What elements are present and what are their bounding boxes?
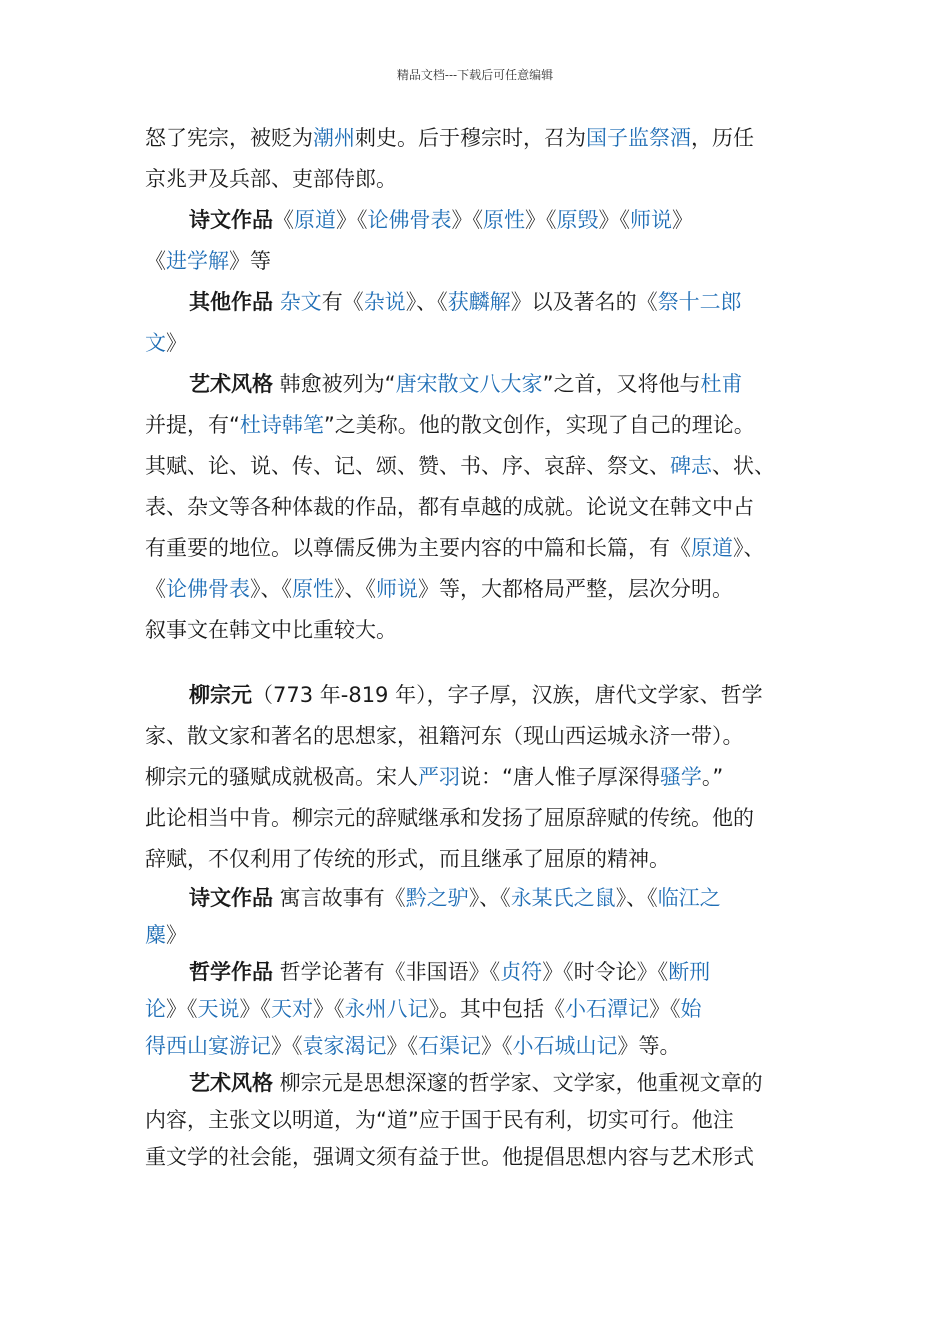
text-line <box>145 757 825 798</box>
text-run: 哲学论著有《非国语》《 <box>273 960 501 984</box>
text-line <box>145 880 825 917</box>
text-line <box>145 1028 825 1065</box>
hyperlink[interactable]: 贞符 <box>500 960 543 984</box>
text-line <box>145 200 825 241</box>
text-run: 》等 <box>229 249 271 273</box>
text-line <box>145 323 825 364</box>
text-run: 》《 <box>313 997 345 1021</box>
section-label: 艺术风格 <box>189 1071 273 1095</box>
hyperlink[interactable]: 严羽 <box>418 765 460 789</box>
text-run: ”之首，又将他与 <box>542 372 701 396</box>
text-run: 》《 <box>239 997 271 1021</box>
text-run: 》《 <box>336 208 368 232</box>
text-line <box>145 364 825 405</box>
hyperlink[interactable]: 袁家渴记 <box>302 1034 387 1058</box>
hyperlink[interactable]: 临江之 <box>657 886 721 910</box>
text-run: 》《 <box>481 1034 513 1058</box>
text-run: 内容，主张文以明道，为“道”应于国于民有利，切实可行。他注 <box>145 1108 734 1132</box>
hyperlink[interactable]: 杜甫 <box>700 372 743 396</box>
hyperlink[interactable]: 论 <box>145 997 166 1021</box>
hyperlink[interactable]: 唐宋散文八大家 <box>395 372 543 396</box>
text-run: 》《 <box>386 1034 418 1058</box>
hyperlink[interactable]: 始 <box>680 997 702 1021</box>
page-header: 精品文档---下载后可任意编辑 <box>396 68 554 82</box>
text-run: 《 <box>145 577 166 601</box>
hyperlink[interactable]: 文 <box>145 331 166 355</box>
text-run: 》 <box>166 923 187 947</box>
text-run: ，历任 <box>691 126 754 150</box>
text-run: 》、《 <box>334 577 376 601</box>
hyperlink[interactable]: 潮州 <box>313 126 355 150</box>
text-run: 表、杂文等各种体裁的作品，都有卓越的成就。论说文在韩文中占 <box>145 495 754 519</box>
hyperlink[interactable]: 杂文 <box>279 290 322 314</box>
hyperlink[interactable]: 原道 <box>691 536 733 560</box>
hyperlink[interactable]: 黔之驴 <box>405 886 469 910</box>
hyperlink[interactable]: 论佛骨表 <box>367 208 452 232</box>
section-label: 柳宗元 <box>189 683 252 707</box>
text-line <box>145 569 825 610</box>
hyperlink[interactable]: 论佛骨表 <box>166 577 250 601</box>
text-run: 》《 <box>166 997 198 1021</box>
text-run: 柳宗元的骚赋成就极高。宋人 <box>145 765 418 789</box>
hyperlink[interactable]: 小石城山记 <box>512 1034 618 1058</box>
text-run: 》、《 <box>615 886 658 910</box>
text-line <box>145 716 825 757</box>
text-line <box>145 1065 825 1102</box>
text-run: 》等，大都格局严整，层次分明。 <box>418 577 733 601</box>
section-label: 诗文作品 <box>189 886 273 910</box>
hyperlink[interactable]: 祭十二郎 <box>657 290 742 314</box>
text-run: 》。其中包括《 <box>428 997 565 1021</box>
text-run: 《 <box>273 208 294 232</box>
hyperlink[interactable]: 原性 <box>292 577 334 601</box>
text-run: 寓言故事有《 <box>273 886 406 910</box>
text-line <box>145 118 825 159</box>
text-run: 》、《 <box>250 577 292 601</box>
text-run: 》《时令论》《 <box>542 960 669 984</box>
hyperlink[interactable]: 进学解 <box>166 249 229 273</box>
text-line <box>145 1139 825 1176</box>
text-line <box>145 446 825 487</box>
text-line <box>145 917 825 954</box>
text-run: 》、《 <box>468 886 511 910</box>
hyperlink[interactable]: 国子监祭酒 <box>586 126 691 150</box>
text-run: 》等。 <box>617 1034 681 1058</box>
hyperlink[interactable]: 原性 <box>483 208 525 232</box>
document-body <box>145 118 825 1176</box>
hyperlink[interactable]: 杜诗韩笔 <box>239 413 324 437</box>
text-run: 》、《 <box>405 290 448 314</box>
text-run: 》 <box>166 331 187 355</box>
text-run: 此论相当中肯。柳宗元的辞赋继承和发扬了屈原辞赋的传统。他的 <box>145 806 754 830</box>
text-run: 》《 <box>451 208 483 232</box>
text-line <box>145 487 825 528</box>
text-run: （773 年-819 年），字子厚，汉族，唐代文学家、哲学 <box>252 683 763 707</box>
hyperlink[interactable]: 天说 <box>197 997 240 1021</box>
text-run: 辞赋，不仅利用了传统的形式，而且继承了屈原的精神。 <box>145 847 670 871</box>
text-run: 柳宗元是思想深邃的哲学家、文学家，他重视文章的 <box>273 1071 763 1095</box>
text-run: 并提，有“ <box>145 413 240 437</box>
text-line <box>145 798 825 839</box>
hyperlink[interactable]: 碑志 <box>670 454 712 478</box>
hyperlink[interactable]: 骚学 <box>659 765 702 789</box>
text-run: 》《 <box>271 1034 303 1058</box>
text-run: 有重要的地位。以尊儒反佛为主要内容的中篇和长篇，有《 <box>145 536 691 560</box>
hyperlink[interactable]: 得西山宴游记 <box>145 1034 271 1058</box>
text-run: 、状、 <box>712 454 775 478</box>
hyperlink[interactable]: 杂说 <box>363 290 406 314</box>
text-run: 》、 <box>733 536 765 560</box>
text-run: 》《 <box>598 208 630 232</box>
text-line <box>145 282 825 323</box>
section-label: 艺术风格 <box>189 372 273 396</box>
text-run: 《 <box>145 249 166 273</box>
section-label: 诗文作品 <box>189 208 273 232</box>
text-run: 其赋、论、说、传、记、颂、赞、书、序、哀辞、祭文、 <box>145 454 670 478</box>
text-line <box>145 405 825 446</box>
text-line <box>145 159 825 200</box>
text-run: 。” <box>701 765 724 789</box>
text-run <box>273 290 280 314</box>
text-run: 家、散文家和著名的思想家，祖籍河东（现山西运城永济一带）。 <box>145 724 744 748</box>
text-run: 怒了宪宗，被贬为 <box>145 126 313 150</box>
hyperlink[interactable]: 师说 <box>630 208 672 232</box>
text-line <box>145 839 825 880</box>
text-line <box>145 241 825 282</box>
text-run: 京兆尹及兵部、吏部侍郎。 <box>145 167 397 191</box>
text-run: 》 <box>672 208 693 232</box>
hyperlink[interactable]: 天对 <box>271 997 313 1021</box>
text-run: ”之美称。他的散文创作，实现了自己的理论。 <box>323 413 755 437</box>
text-run: 叙事文在韩文中比重较大。 <box>145 618 397 642</box>
hyperlink[interactable]: 永某氏之鼠 <box>510 886 616 910</box>
hyperlink[interactable]: 永州八记 <box>344 997 429 1021</box>
text-run: 说：“唐人惟子厚深得 <box>460 765 660 789</box>
text-run: 重文学的社会能，强调文须有益于世。他提倡思想内容与艺术形式 <box>145 1145 754 1169</box>
text-line <box>145 610 825 651</box>
text-line <box>145 954 825 991</box>
hyperlink[interactable]: 原道 <box>294 208 336 232</box>
hyperlink[interactable]: 石渠记 <box>418 1034 481 1058</box>
text-run: 》以及著名的《 <box>510 290 658 314</box>
text-line <box>145 991 825 1028</box>
hyperlink[interactable]: 获麟解 <box>447 290 511 314</box>
hyperlink[interactable]: 麋 <box>145 923 166 947</box>
text-run: 刺史。后于穆宗时，召为 <box>355 126 586 150</box>
hyperlink[interactable]: 小石潭记 <box>565 997 649 1021</box>
section-label: 其他作品 <box>189 290 273 314</box>
text-run: 》《 <box>525 208 557 232</box>
text-line <box>145 528 825 569</box>
hyperlink[interactable]: 师说 <box>376 577 418 601</box>
paragraph-gap <box>145 651 825 675</box>
text-run: 》《 <box>649 997 681 1021</box>
text-run: 有《 <box>321 290 364 314</box>
hyperlink[interactable]: 断刑 <box>668 960 711 984</box>
hyperlink[interactable]: 原毁 <box>556 208 599 232</box>
text-line <box>145 675 825 716</box>
text-run: 韩愈被列为“ <box>273 372 396 396</box>
text-line <box>145 1102 825 1139</box>
section-label: 哲学作品 <box>189 960 273 984</box>
